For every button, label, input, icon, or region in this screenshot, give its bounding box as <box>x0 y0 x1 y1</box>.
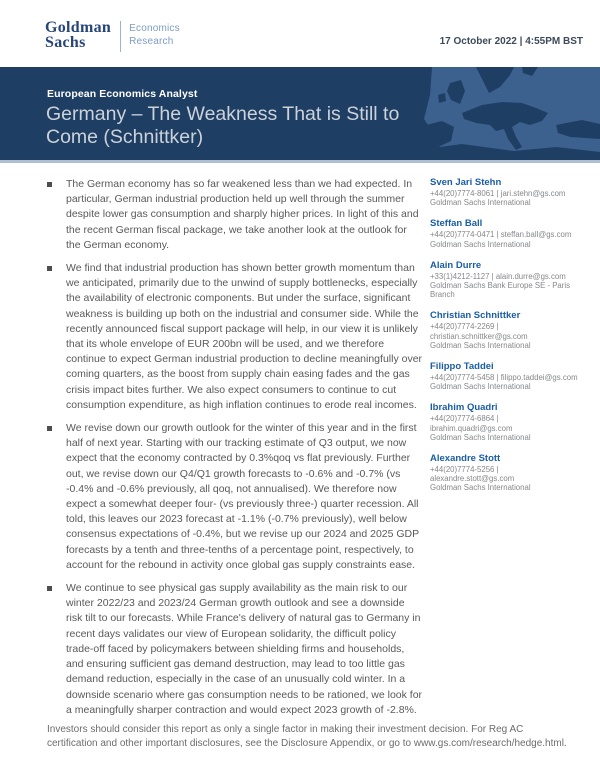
author-firm: Goldman Sachs International <box>430 198 531 208</box>
author-name: Filippo Taddei <box>430 361 494 373</box>
author-block <box>430 260 583 300</box>
author-contact: +44(20)7774-5458 | filippo.taddei@gs.com <box>430 373 578 383</box>
division-line2: Research <box>129 36 174 47</box>
author-block <box>430 453 583 493</box>
author-contact: +44(20)7774-2269 | christian.schnittker@gs.com <box>430 322 528 341</box>
author-firm: Goldman Sachs International <box>430 382 531 392</box>
authors-column <box>430 177 583 504</box>
bullet-square-icon <box>47 266 52 271</box>
author-contact: +44(20)7774-8061 | jari.stehn@gs.com <box>430 189 566 198</box>
bullet-item <box>47 581 423 718</box>
bullet-item <box>47 177 423 253</box>
summary-bullet-list <box>47 177 423 726</box>
author-contact: +33(1)4212-1127 | alain.durre@gs.com <box>430 271 566 281</box>
author-firm: Goldman Sachs International <box>430 340 531 350</box>
author-name: Christian Schnittker <box>430 310 521 322</box>
author-name: Steffan Ball <box>430 218 483 230</box>
author-name: Alexandre Stott <box>430 453 501 465</box>
author-contact: +44(20)7774-0471 | steffan.ball@gs.com <box>430 230 572 240</box>
publication-datetime: 17 October 2022 | 4:55PM BST <box>439 36 583 47</box>
author-firm: Goldman Sachs Bank Europe SE - Paris Branch <box>430 281 570 300</box>
bullet-square-icon <box>47 426 52 431</box>
author-name: Alain Durre <box>430 259 482 271</box>
author-block <box>430 402 583 442</box>
author-block <box>430 361 583 391</box>
author-block <box>430 310 583 350</box>
bullet-text: We revise down our growth outlook for the winter of this year and in the first half of next year. Starting with our tracking estimate of Q3 output, we now expect that the economy contracted by 0.3%qoq vs flat previously. Further out, we revise down our Q4/Q1 growth forecasts to -0.6% and -0.7% (vs -0.4% and -0.6% previously, all qoq, not annualised). We therefore now expect a somewhat deeper four- (vs previously three-) quarter recession. All told, this leaves our 2023 forecast at -1.1% (-0.7% previously), well below consensus expectations of -0.4%, but we revise up our 2024 and 2025 GDP forecasts by a tenth and three-tenths of a percentage point, respectively, to account for the rebound in activity once global gas supply constraints ease. <box>66 422 419 571</box>
author-block <box>430 218 583 248</box>
bullet-item <box>47 261 423 413</box>
bullet-text: We find that industrial production has shown better growth momentum than we anticipated, primarily due to the unwind of supply bottlenecks, especially the availability of electronic components. But under the surface, significant weakness is building up both on the industrial and consumer side. While the recently announced fiscal support package will help, in our view it is unlikely that its whole envelope of EUR 200bn will be used, and we therefore continue to expect German industrial production to decline meaningfully over coming quarters, as the boost from supply chain easing fades and the gas crisis impact bites further. We also expect consumers to continue to cut consumption expenditure, as high inflation continues to erode real incomes. <box>66 262 423 411</box>
bullet-item <box>47 421 423 573</box>
division-label <box>129 20 180 48</box>
author-firm: Goldman Sachs International <box>430 432 531 442</box>
author-firm: Goldman Sachs International <box>430 239 531 249</box>
bullet-text: We continue to see physical gas supply availability as the main risk to our winter 2022/23 and 2023/24 German growth outlook and see a downside risk tilt to our forecasts. While France's delivery of natural gas to Germany in recent days validates our view of European solidarity, the difficult policy trade-off faced by policymakers between shielding firms and households, and ensuring sufficient gas demand destruction, may lead to too little gas demand reduction, especially in the case of an unusually cold winter. In a downside scenario where gas consumption needs to be rationed, we look for a meaningfully sharper contraction and would expect 2023 growth of -2.8%. <box>66 582 423 716</box>
bullet-text: The German economy has so far weakened less than we had expected. In particular, German industrial production held up well through the summer despite lower gas consumption and sharply higher prices. In light of this and the recent German fiscal package, we take another look at the outlook for the German economy. <box>66 178 419 251</box>
bullet-square-icon <box>47 182 52 187</box>
author-contact: +44(20)7774-6864 | ibrahim.quadri@gs.com <box>430 414 513 433</box>
logo-divider <box>120 21 121 52</box>
report-header <box>0 0 600 67</box>
bullet-square-icon <box>47 586 52 591</box>
goldman-sachs-wordmark <box>45 20 111 50</box>
author-firm: Goldman Sachs International <box>430 483 531 493</box>
series-title: European Economics Analyst <box>47 88 198 100</box>
disclosure-footer: Investors should consider this report as only a single factor in making their investment decision. For Reg AC certification and other important disclosures, see the Disclosure Appendix, or go to www.gs.com/research/hedge.html. <box>47 724 567 749</box>
author-block <box>430 177 583 207</box>
division-line1: Economics <box>129 23 180 34</box>
logo-name-line1: Goldman <box>45 19 112 36</box>
logo-name-line2: Sachs <box>45 34 86 51</box>
report-title: Germany – The Weakness That is Still to Come (Schnittker) <box>46 103 400 148</box>
title-banner <box>0 67 600 163</box>
author-name: Ibrahim Quadri <box>430 402 498 414</box>
author-name: Sven Jari Stehn <box>430 177 502 188</box>
goldman-sachs-logo <box>45 20 180 52</box>
author-contact: +44(20)7774-5256 | alexandre.stott@gs.com <box>430 465 515 484</box>
